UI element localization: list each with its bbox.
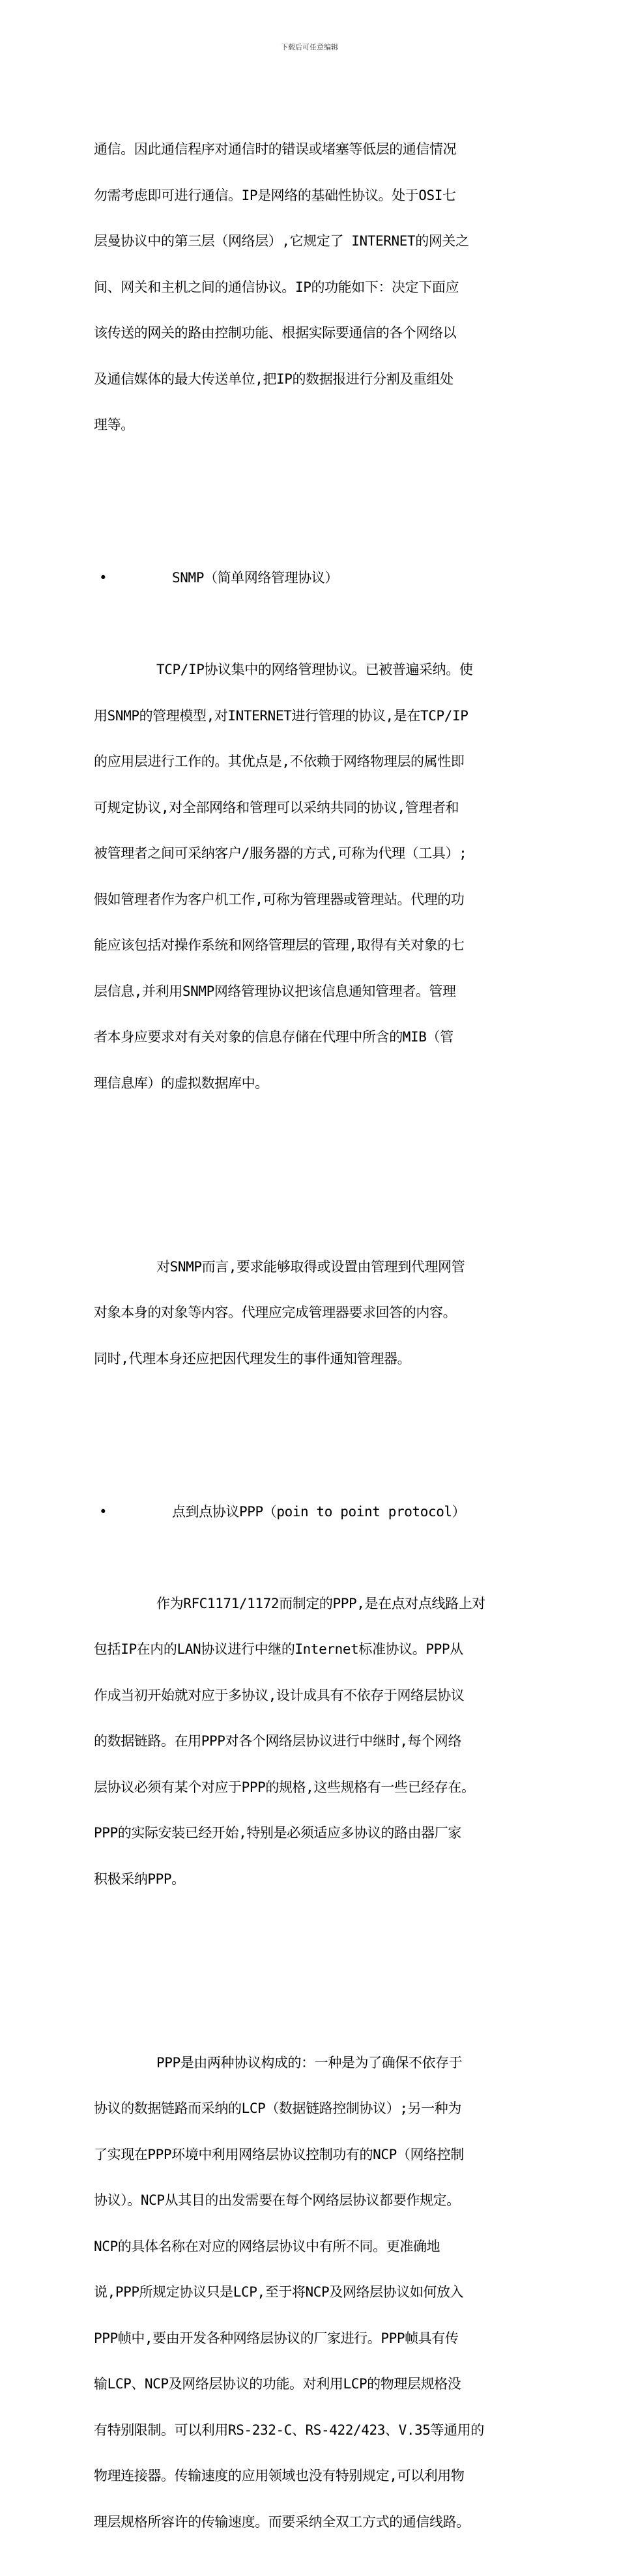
paragraph-snmp-agent xyxy=(94,1229,537,1398)
text-line: PPP的实际安装已经开始,特别是必须适应多协议的路由器厂家 xyxy=(94,1825,461,1841)
bullet-marker: • xyxy=(99,1503,108,1520)
bullet-snmp xyxy=(94,571,537,586)
document-body xyxy=(94,81,537,2576)
text-line: 的应用层进行工作的。其优点是,不依赖于网络物理层的属性即 xyxy=(94,754,465,769)
text-line: NCP的具体名称在对应的网络层协议中有所不同。更准确地 xyxy=(94,2238,440,2254)
text-line: 用SNMP的管理模型,对INTERNET进行管理的协议,是在TCP/IP xyxy=(94,707,468,724)
text-line: PPP帧中,要由开发各种网络层协议的厂家进行。PPP帧具有传 xyxy=(94,2330,459,2346)
text-line: 作成当初开始就对应于多协议,设计成具有不依存于网络层协议 xyxy=(94,1687,465,1703)
text-line: 可规定协议,对全部网络和管理可以采纳共同的协议,管理者和 xyxy=(94,799,459,815)
text-line: PPP是由两种协议构成的：一种是为了确保不依存于 xyxy=(156,2054,463,2071)
paragraph-ip-continuation xyxy=(94,111,537,464)
blank-line xyxy=(94,509,537,525)
paragraph-ppp-protocols xyxy=(94,2025,537,2561)
paragraph-ppp xyxy=(94,1566,537,1918)
text-line: 积极采纳PPP。 xyxy=(94,1871,185,1887)
text-line: 作为RFC1171/1172而制定的PPP,是在点对点线路上对 xyxy=(156,1595,485,1611)
bullet-heading-ppp: 点到点协议PPP（poin to point protocol） xyxy=(172,1503,466,1520)
text-line: 输LCP、NCP及网络层协议的功能。对利用LCP的物理层规格没 xyxy=(94,2376,461,2392)
text-line: 理层规格所容许的传输速度。而要采纳全双工方式的通信线路。 xyxy=(94,2513,470,2530)
bullet-marker: • xyxy=(99,570,108,586)
text-line: TCP/IP协议集中的网络管理协议。已被普遍采纳。使 xyxy=(156,662,473,677)
text-line: 被管理者之间可采纳客户/服务器的方式,可称为代理（工具）; xyxy=(94,845,467,861)
text-line: 理等。 xyxy=(94,417,134,432)
text-line: 协议）。NCP从其目的出发需要在每个网络层协议都要作规定。 xyxy=(94,2192,460,2208)
text-line: 对SNMP而言,要求能够取得或设置由管理到代理网管 xyxy=(156,1258,465,1275)
text-line: 的数据链路。在用PPP对各个网络层协议进行中继时,每个网络 xyxy=(94,1733,461,1749)
text-line: 间、网关和主机之间的通信协议。IP的功能如下：决定下面应 xyxy=(94,279,459,295)
text-line: 该传送的网关的路由控制功能、根据实际要通信的各个网络以 xyxy=(94,325,457,341)
text-line: 层曼协议中的第三层（网络层）,它规定了 INTERNET的网关之 xyxy=(94,233,469,249)
text-line: 包括IP在内的LAN协议进行中继的Internet标准协议。PPP从 xyxy=(94,1641,463,1657)
page-header: 下载后可任意编辑 xyxy=(281,43,338,51)
text-line: 对象本身的对象等内容。代理应完成管理器要求回答的内容。 xyxy=(94,1305,457,1320)
text-line: 同时,代理本身还应把因代理发生的事件通知管理器。 xyxy=(94,1350,411,1366)
blank-line xyxy=(94,1168,537,1183)
text-line: 了实现在PPP环境中利用网络层协议控制功有的NCP（网络控制 xyxy=(94,2146,464,2162)
text-line: 能应该包括对操作系统和网络管理层的管理,取得有关对象的七 xyxy=(94,937,465,953)
bullet-heading-snmp: SNMP（简单网络管理协议） xyxy=(172,570,338,586)
bullet-ppp xyxy=(94,1505,537,1520)
text-line: 有特别限制。可以利用RS-232-C、RS-422/423、V.35等通用的 xyxy=(94,2422,484,2438)
text-line: 说,PPP所规定协议只是LCP,至于将NCP及网络层协议如何放入 xyxy=(94,2284,464,2300)
text-line: 层协议必须有某个对应于PPP的规格,这些规格有一些已经存在。 xyxy=(94,1779,475,1795)
text-line: 假如管理者作为客户机工作,可称为管理器或管理站。代理的功 xyxy=(94,891,465,907)
text-line: 通信。因此通信程序对通信时的错误或堵塞等低层的通信情况 xyxy=(94,141,457,157)
text-line: 理信息库）的虚拟数据库中。 xyxy=(94,1075,268,1091)
paragraph-snmp xyxy=(94,632,537,1122)
text-line: 勿需考虑即可进行通信。IP是网络的基础性协议。处于OSI七 xyxy=(94,187,456,203)
blank-line xyxy=(94,1964,537,1979)
text-line: 及通信媒体的最大传送单位,把IP的数据报进行分割及重组处 xyxy=(94,371,453,387)
text-line: 层信息,并利用SNMP网络管理协议把该信息通知管理者。管理 xyxy=(94,983,456,999)
text-line: 者本身应要求对有关对象的信息存储在代理中所含的MIB（管 xyxy=(94,1029,453,1045)
blank-line xyxy=(94,1443,537,1459)
text-line: 物理连接器。传输速度的应用领域也没有特别规定,可以利用物 xyxy=(94,2468,465,2484)
text-line: 协议的数据链路而采纳的LCP（数据链路控制协议）;另一种为 xyxy=(94,2101,461,2116)
